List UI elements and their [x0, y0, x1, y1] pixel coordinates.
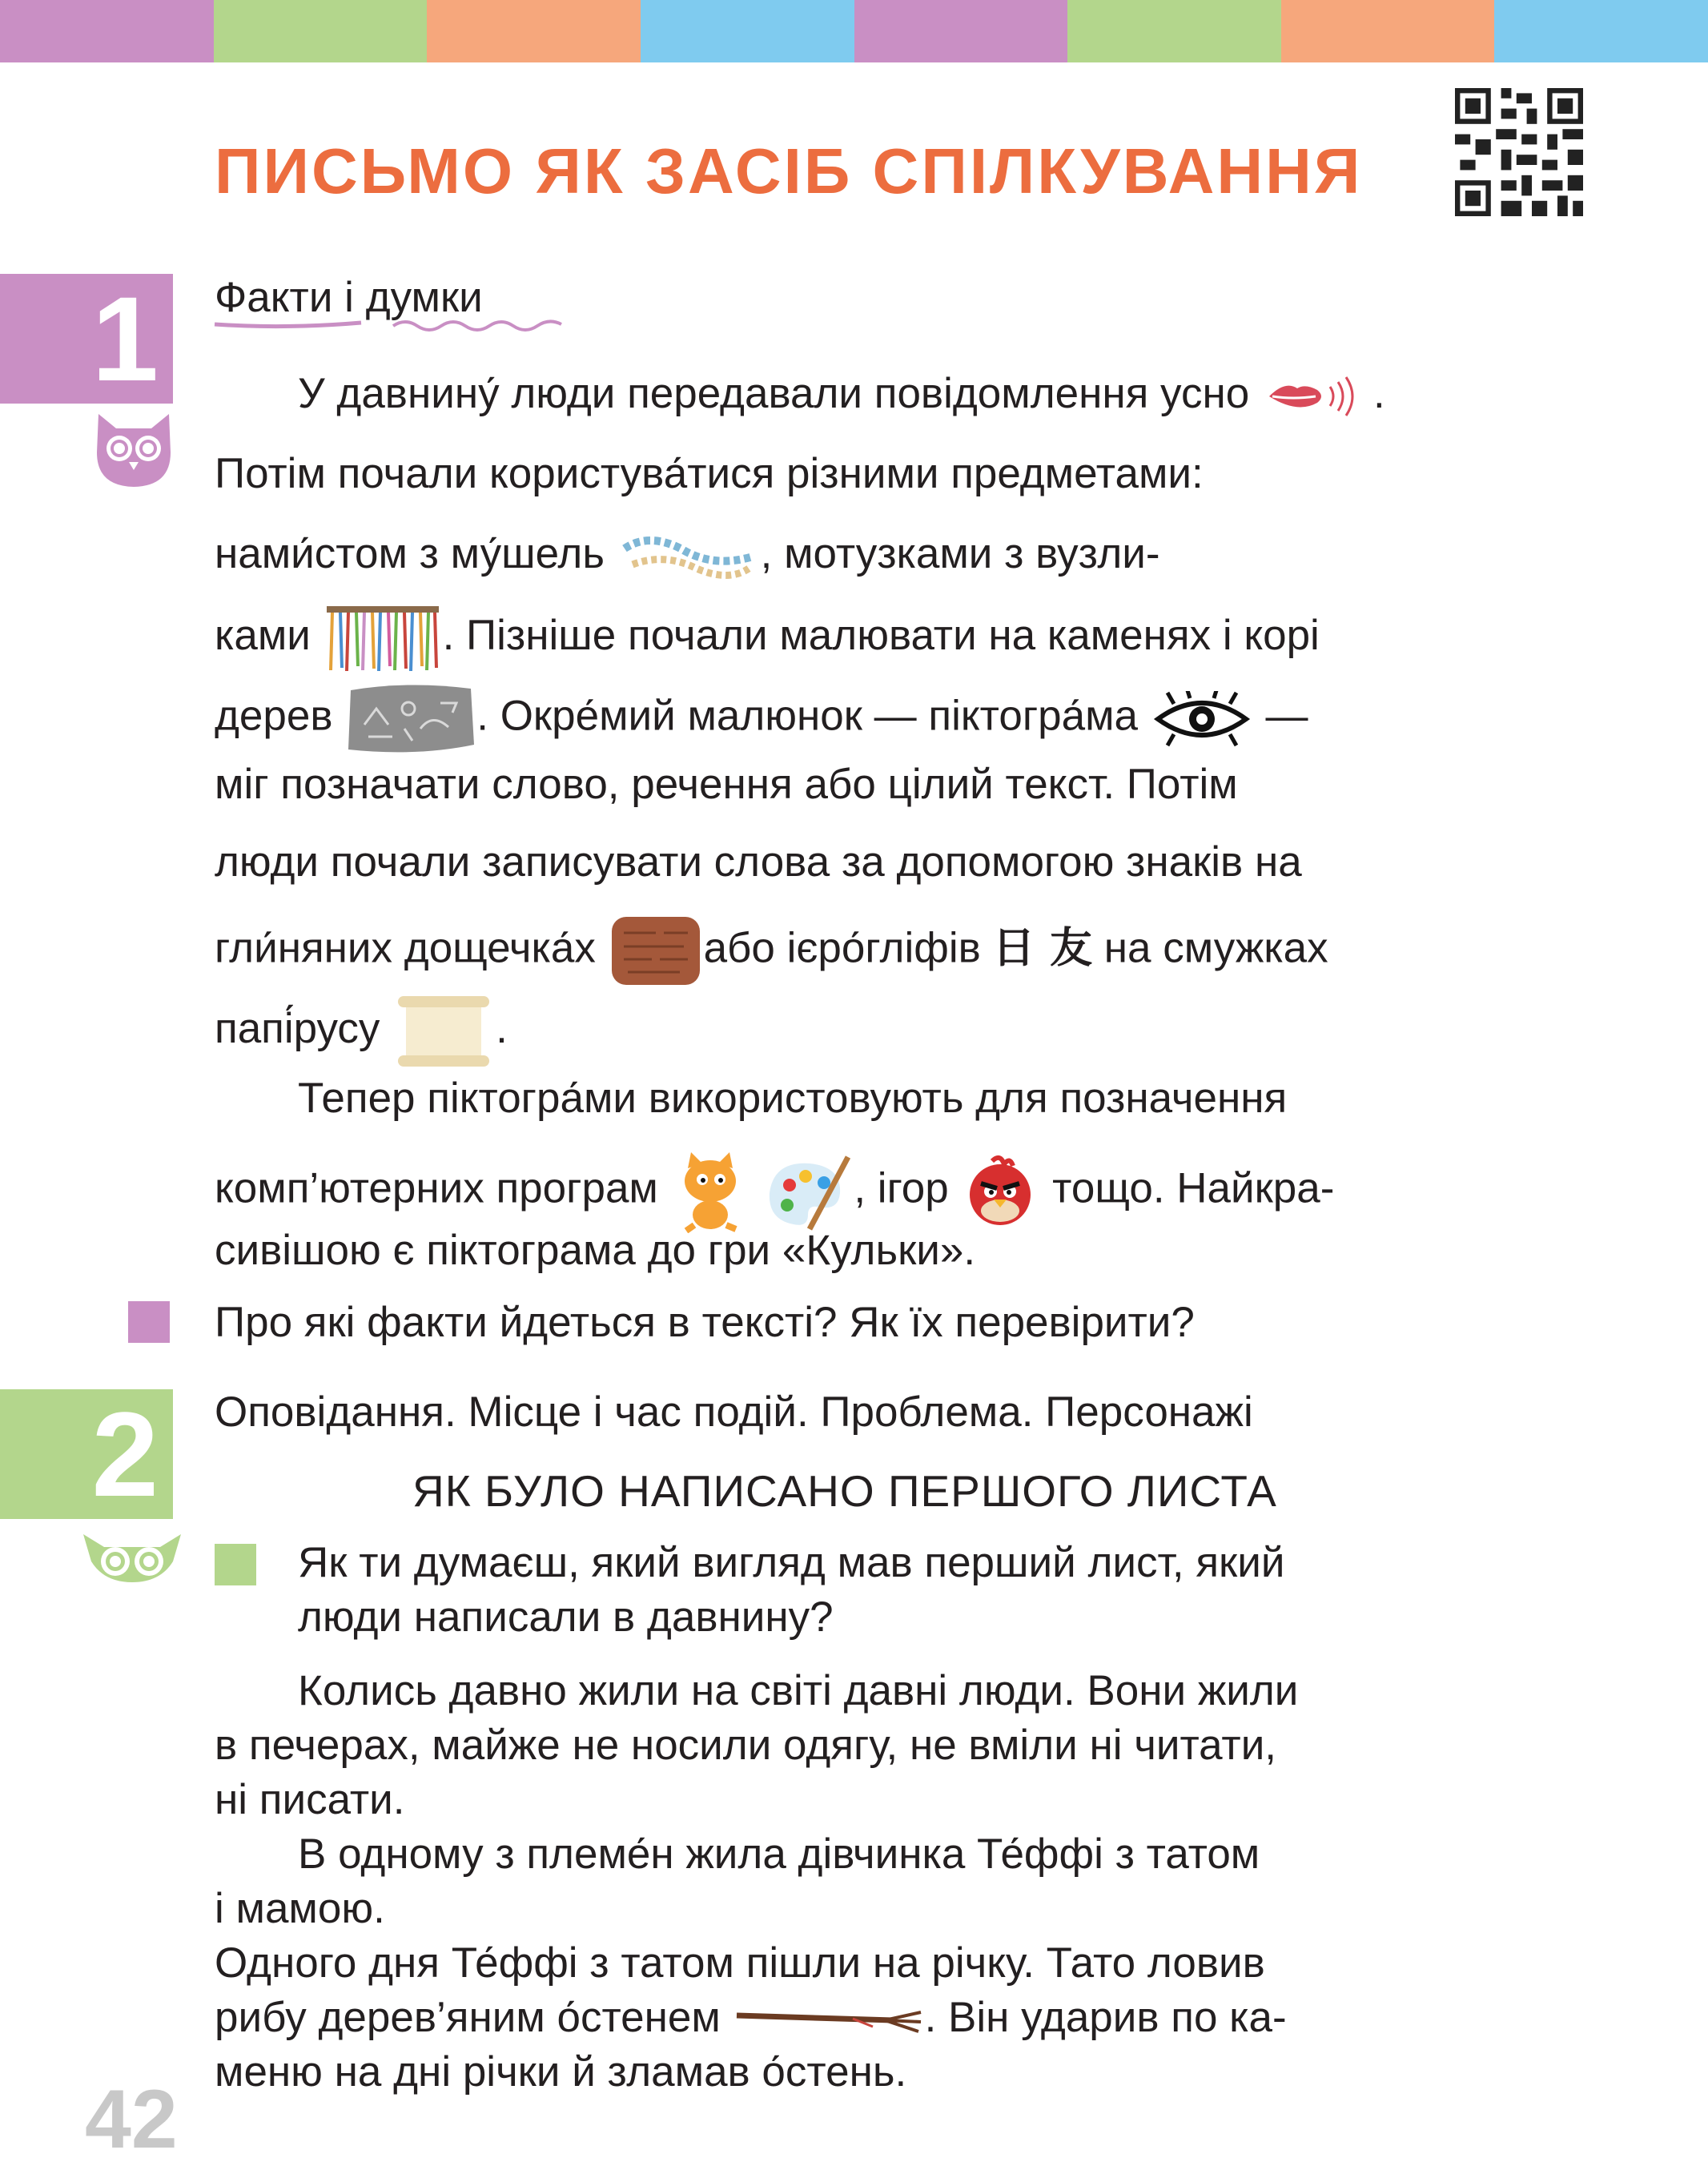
text-fragment: .	[496, 1005, 508, 1052]
text-fragment: дерев	[215, 692, 333, 740]
text-line: меню на дні річки й зламав о́стень.	[215, 2048, 907, 2096]
text-line: сивішою є піктограма до гри «Кульки».	[215, 1227, 976, 1274]
text-line	[215, 1149, 1334, 1233]
page-title: ПИСЬМО ЯК ЗАСІБ СПІЛКУВАННЯ	[215, 135, 1363, 207]
lips-speech-icon	[1261, 372, 1373, 420]
stripe	[641, 0, 854, 62]
text-fragment: ками	[215, 612, 311, 659]
text-fragment: —	[1253, 692, 1308, 740]
stripe	[427, 0, 641, 62]
angry-bird-icon	[960, 1153, 1040, 1229]
text-fragment: комп’ютерних програм	[215, 1164, 658, 1212]
shell-necklace-icon	[617, 524, 761, 589]
section-number-1: 1	[0, 274, 173, 404]
stripe	[1281, 0, 1495, 62]
top-color-stripes	[0, 0, 1708, 62]
section-number-2: 2	[0, 1389, 173, 1519]
heading-facts: Факти	[215, 274, 333, 321]
section-1-question: Про які факти йдеться в тексті? Як їх перевірити?	[215, 1299, 1195, 1346]
text-line: і мамою.	[215, 1885, 385, 1932]
heading-thoughts: думки	[365, 274, 483, 321]
stripe	[214, 0, 428, 62]
clay-tablet-icon	[608, 913, 704, 989]
text-line: Потім почали користува́тися різними предметами:	[215, 450, 1204, 497]
text-fragment: або ієро́гліфів	[703, 924, 981, 972]
fishing-spear-icon	[733, 2004, 925, 2036]
text-fragment: гли́няних дощечка́х	[215, 924, 596, 972]
section-2-heading: Оповідання. Місце і час подій. Проблема. Персонажі	[215, 1388, 1253, 1436]
hieroglyphs: 日 友	[992, 923, 1092, 973]
text-line: ні писати.	[215, 1776, 405, 1823]
text-line	[215, 681, 1308, 757]
text-fragment: папі́русу	[215, 1005, 380, 1052]
text-line	[215, 991, 508, 1071]
text-fragment: рибу дерев’яним о́стенем	[215, 1994, 721, 2041]
text-line: Одного дня Те́ффі з татом пішли на річку. Тато ловив	[215, 1939, 1265, 1987]
text-fragment: . Він ударив по ка-	[924, 1994, 1287, 2041]
scratch-cat-icon	[670, 1149, 750, 1233]
text-line: В одному з племе́н жила дівчинка Те́ффі з татом	[298, 1830, 1260, 1878]
heading-underline	[213, 316, 565, 340]
text-fragment: , ігор	[854, 1164, 949, 1212]
text-line: люди написали в давнину?	[298, 1593, 834, 1641]
text-line: Як ти думаєш, який вигляд мав перший лист, який	[298, 1539, 1285, 1586]
text-line	[215, 913, 1328, 989]
text-fragment: У давнину́ люди передавали повідомлення усно	[298, 370, 1250, 417]
stripe	[854, 0, 1068, 62]
text-line: Колись давно жили на світі давні люди. Вони жили	[298, 1667, 1299, 1714]
text-fragment: . Окре́мий малюнок — піктогра́ма	[476, 692, 1139, 740]
owl-icon	[92, 412, 175, 488]
text-line: Тепер піктогра́ми використовують для позначення	[298, 1075, 1288, 1122]
text-line: міг позначати слово, речення або цілий текст. Потім	[215, 761, 1238, 808]
qr-code-icon[interactable]	[1455, 88, 1583, 216]
question-marker	[128, 1301, 170, 1343]
text-fragment: тощо. Найкра-	[1052, 1164, 1335, 1212]
question-marker	[215, 1544, 256, 1585]
stripe	[0, 0, 214, 62]
text-line: люди почали записувати слова за допомогою знаків на	[215, 838, 1302, 886]
stone-drawing-icon	[344, 681, 476, 757]
knotted-ropes-icon	[323, 602, 443, 674]
text-line: в печерах, майже не носили одягу, не вміли ні читати,	[215, 1722, 1277, 1769]
stripe	[1067, 0, 1281, 62]
papyrus-scroll-icon	[392, 991, 496, 1071]
page-number: 42	[85, 2073, 178, 2166]
text-line	[215, 602, 1320, 674]
story-title: ЯК БУЛО НАПИСАНО ПЕРШОГО ЛИСТА	[412, 1466, 1277, 1516]
stripe	[1494, 0, 1708, 62]
eye-pictogram-icon	[1150, 691, 1254, 747]
text-line	[215, 1992, 1287, 2043]
text-line	[215, 524, 1160, 589]
text-fragment: .	[1372, 370, 1385, 417]
text-fragment: на смужках	[1103, 924, 1328, 972]
text-fragment: нами́стом з му́шель	[215, 530, 605, 577]
owl-icon	[80, 1529, 184, 1585]
heading-and: і	[344, 274, 354, 321]
paint-palette-icon	[762, 1149, 854, 1233]
text-fragment: , мотузками з вузли-	[760, 530, 1160, 577]
text-fragment: . Пізніше почали малювати на каменях і корі	[442, 612, 1320, 659]
text-line	[298, 368, 1385, 420]
